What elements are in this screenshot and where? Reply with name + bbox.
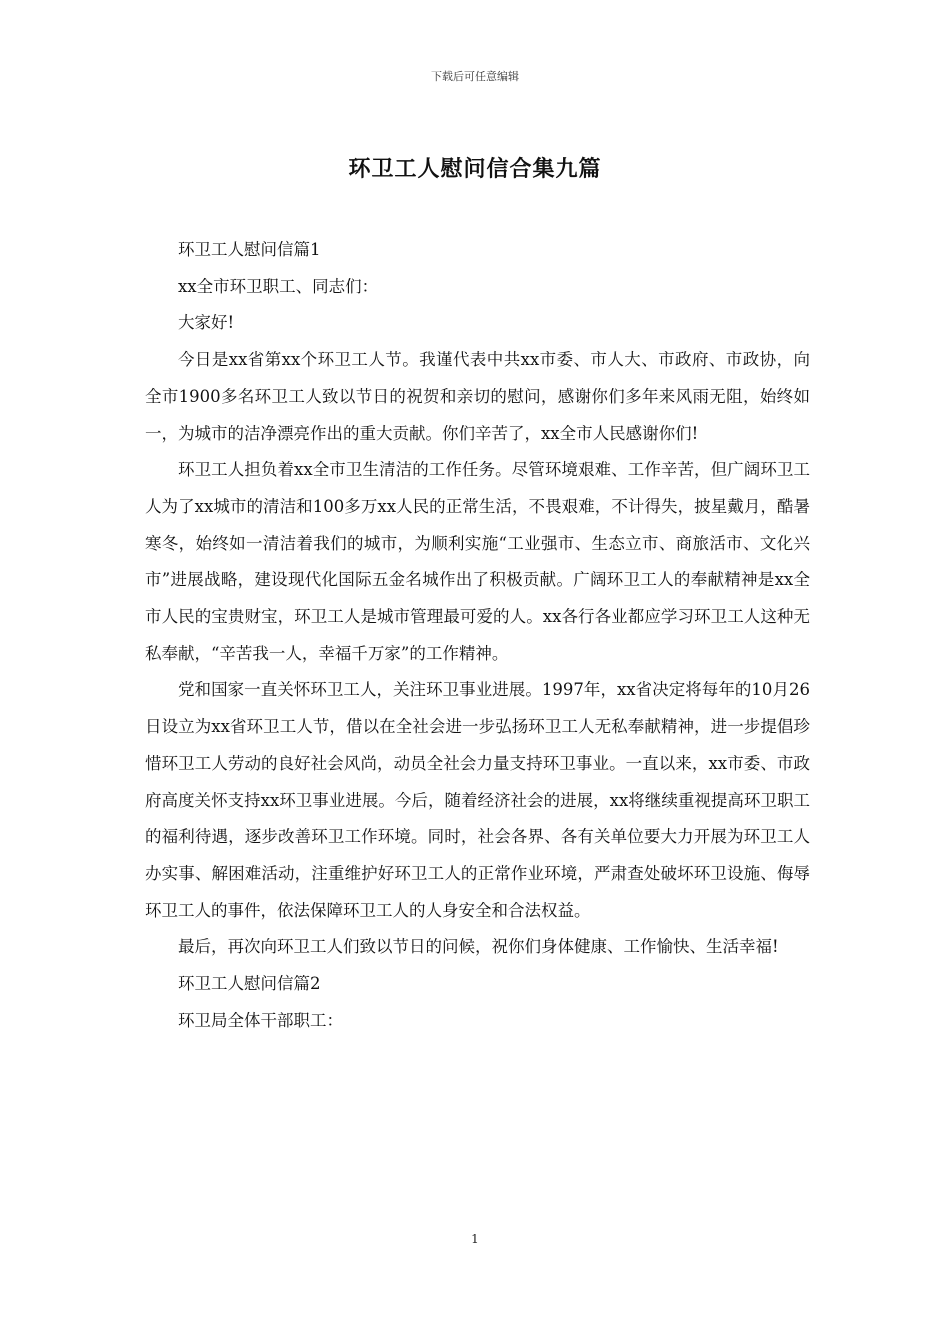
paragraph: 党和国家一直关怀环卫工人，关注环卫事业进展。1997年，xx省决定将每年的10月26日设立为xx省环卫工人节，借以在全社会进一步弘扬环卫工人无私奉献精神，进一步提倡珍惜环卫工人劳动的良好社会风尚，动员全社会力量支持环卫事业。一直以来，xx市委、市政府高度关怀支持xx环卫事业进展。今后，随着经济社会的进展，xx将继续重视提高环卫职工的福利待遇，逐步改善环卫工作环境。同时，社会各界、各有关单位要大力开展为环卫工人办实事、解困难活动，注重维护好环卫工人的正常作业环境，严肃查处破坏环卫设施、侮辱环卫工人的事件，依法保障环卫工人的人身安全和合法权益。 <box>145 680 810 920</box>
closing-paragraph: 最后，再次向环卫工人们致以节日的问候，祝你们身体健康、工作愉快、生活幸福! <box>178 937 779 957</box>
page-number: 1 <box>471 1232 479 1246</box>
document-body <box>145 232 810 1039</box>
greeting: 大家好! <box>178 313 235 333</box>
paragraph: 环卫工人担负着xx全市卫生清洁的工作任务。尽管环境艰难、工作辛苦，但广阔环卫工人为了xx城市的清洁和100多万xx人民的正常生活，不畏艰难，不计得失，披星戴月，酷暑寒冬，始终如一清洁着我们的城市，为顺利实施“工业强市、生态立市、商旅活市、文化兴市”进展战略，建设现代化国际五金名城作出了积极贡献。广阔环卫工人的奉献精神是xx全市人民的宝贵财宝，环卫工人是城市管理最可爱的人。xx各行各业都应学习环卫工人这种无私奉献，“辛苦我一人，幸福千万家”的工作精神。 <box>145 460 810 663</box>
section-heading-2: 环卫工人慰问信篇2 <box>178 974 321 994</box>
document-title: 环卫工人慰问信合集九篇 <box>348 156 602 182</box>
paragraph: 今日是xx省第xx个环卫工人节。我谨代表中共xx市委、市人大、市政府、市政协，向全市1900多名环卫工人致以节日的祝贺和亲切的慰问，感谢你们多年来风雨无阻，始终如一，为城市的洁净漂亮作出的重大贡献。你们辛苦了，xx全市人民感谢你们! <box>145 350 810 443</box>
section-heading-1: 环卫工人慰问信篇1 <box>178 240 321 259</box>
salutation: xx全市环卫职工、同志们： <box>178 276 379 296</box>
header-note: 下载后可任意编辑 <box>431 70 519 83</box>
salutation: 环卫局全体干部职工： <box>178 1010 343 1030</box>
